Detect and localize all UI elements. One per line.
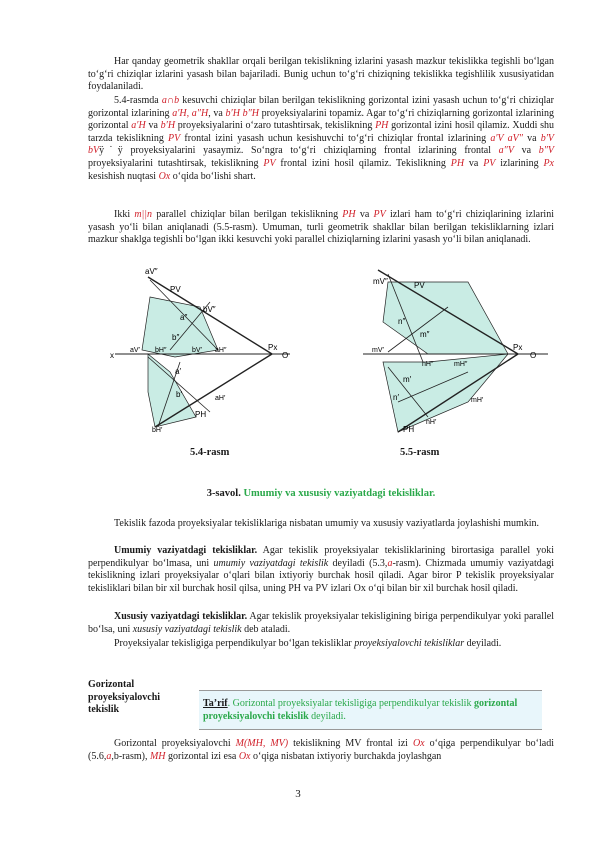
text: deyiladi (5.3, xyxy=(328,557,388,569)
text: proyeksiyalarini o‘zaro tutashtirsak, tekislikning xyxy=(175,120,376,132)
math: PH xyxy=(342,209,356,220)
fig54-label: O xyxy=(282,351,289,360)
figure-caption-5-4: 5.4-rasm xyxy=(190,447,230,458)
definition-text: . Gorizontal proyeksiyalar tekisligiga perpendikulyar tekislik xyxy=(227,698,474,709)
term-italic: umumiy vaziyatdagi tekislik xyxy=(213,557,329,569)
paragraph-projecting-planes xyxy=(88,638,554,651)
term: Xususiy vaziyatdagi tekisliklar. xyxy=(114,611,248,622)
text: va xyxy=(513,145,539,157)
text: va xyxy=(522,132,541,144)
math: M(MH, MV) xyxy=(235,738,289,749)
paragraph-fig55-explanation xyxy=(88,209,554,247)
definition-text: deyiladi. xyxy=(308,711,346,722)
text: Agar tekislik proyeksiyalar tekisliklarining birortasiga parallel yoki perpendikulyar bo‘lmasa, uni xyxy=(88,545,555,569)
math: PV xyxy=(373,209,386,220)
text: , va xyxy=(208,107,226,119)
text: frontal izini hosil qilamiz. Tekislikning xyxy=(275,157,451,169)
fig55-label: n″ xyxy=(398,317,406,326)
math: PV xyxy=(483,157,496,169)
fig55-label: n′ xyxy=(393,393,399,402)
math: PH xyxy=(450,157,465,169)
definition-term: gorizontal proyeksiyalovchi tekislik xyxy=(203,698,518,722)
term-italic: xususiy vaziyatdagi tekislik xyxy=(132,623,242,635)
fig55-label: m″ xyxy=(420,330,430,339)
text: ,b-rasm), xyxy=(111,750,150,762)
fig55-label: O xyxy=(530,351,537,360)
fig55-label: nH″ xyxy=(422,361,434,368)
text: tekislikning MV frontal izi xyxy=(288,738,413,749)
fig55-label: mV″ xyxy=(373,277,388,286)
page-number: 3 xyxy=(295,788,301,800)
text: Agar tekislik proyeksiyalar tekisligining biriga perpendikulyar yoki parallel bo‘lsa, uni xyxy=(88,611,554,635)
math: Ox xyxy=(158,170,171,182)
text: izlarining xyxy=(495,157,544,169)
math: b′V bV xyxy=(88,132,554,157)
text: deyiladi. xyxy=(464,638,502,649)
fig54-label: bV″ xyxy=(203,305,216,314)
fig55-label: PV xyxy=(414,281,425,290)
text: Ikki xyxy=(114,209,135,220)
section-heading xyxy=(88,488,554,499)
text: -rasm). Chizmada umumiy vaziyatdagi tekislikning izlari proyeksiyalar o‘qlari bilan ixtiyoriy burchak hosil qiladi. Agar biror P tekislik proyeksiyalar tekisliklari bilan bir xil burchak hosil qilsa, uning PH va PV izlari Ox o‘qi bilan bir xil burchak hosil qiladi. xyxy=(88,557,554,594)
math: PV xyxy=(168,132,181,144)
fig54-label: bH′ xyxy=(152,427,163,434)
text: gorizontal izini hosil qilamiz. Xuddi shu tarzda tekislikning xyxy=(88,120,554,144)
text: deb ataladi. xyxy=(241,623,291,635)
fig55-label: mV′ xyxy=(372,347,384,354)
sidebar-term: Gorizontal proyeksiyalovchi tekislik xyxy=(88,679,161,715)
fig55-label: Px xyxy=(513,343,523,352)
math: a′V aV″ xyxy=(490,132,523,144)
paragraph-special-position xyxy=(88,611,554,636)
fig54-label: a′ xyxy=(175,367,181,376)
fig55-label: m′ xyxy=(403,375,412,384)
text: kesishish nuqtasi xyxy=(88,170,159,182)
ref: a xyxy=(106,750,112,762)
fig55-label: mH″ xyxy=(454,361,468,368)
math: Px xyxy=(543,157,554,169)
text: va xyxy=(355,209,374,220)
text: proyeksiyalarini tutashtirsak, tekislikning xyxy=(88,157,264,169)
math: m||n xyxy=(134,209,153,220)
paragraph-horizontal-projecting xyxy=(88,738,554,763)
text: va xyxy=(145,120,161,132)
text: parallel chiziqlar bilan berilgan tekislikning xyxy=(152,209,343,220)
fig54-label: bV′ xyxy=(192,347,202,354)
fig55-label: PH xyxy=(403,425,415,434)
text: kesuvchi chiziqlar bilan berilgan tekislikning gorizontal izini yasash uchun to‘g‘ri chiziqlar gorizontal izlarining xyxy=(88,95,554,119)
section-number: 3-savol. xyxy=(206,488,241,499)
math: Ox xyxy=(238,750,251,762)
fig55-label: nH′ xyxy=(426,419,437,426)
fig54-label: aV″ xyxy=(145,267,158,276)
paragraph-intro xyxy=(88,56,554,94)
fig54-label: Px xyxy=(268,343,278,352)
term-italic: proyeksiyalovchi tekisliklar xyxy=(354,638,465,649)
ref: a xyxy=(387,557,393,569)
text: Tekislik fazoda proyeksiyalar tekisliklariga nisbatan umumiy va xususiy vaziyatlarda joylashishi mumkin. xyxy=(114,518,540,529)
math: PH xyxy=(375,120,389,132)
math: a″V xyxy=(498,145,514,157)
text: 5.4-rasmda xyxy=(114,95,162,106)
text: Gorizontal proyeksiyalovchi xyxy=(114,738,236,749)
text: o‘qiga perpendikulyar bo‘ladi (5.6, xyxy=(88,738,555,762)
figure-5-4 xyxy=(100,262,300,437)
fig54-label: a″ xyxy=(180,313,188,322)
math: b″V xyxy=(538,145,554,157)
math: a′H xyxy=(131,120,146,132)
math: b′H xyxy=(160,120,176,132)
fig54-label: aV′ xyxy=(130,347,140,354)
text: o‘qida bo‘lishi shart. xyxy=(170,170,256,182)
term: Umumiy vaziyatdagi tekisliklar. xyxy=(114,545,258,556)
fig54-label: x xyxy=(110,351,114,360)
figure-5-5 xyxy=(358,262,558,437)
definition-box xyxy=(199,690,542,730)
text: izlari ham to‘g‘ri chiziqlarining izlarini yasash yo‘li bilan aniqlanadi (5.5-rasm). Umuman, turli geometrik shakllar bilan berilgan tekisliklarning izlari mazkur shaklga tegishli bo‘lgan ikki kesuvchi yoki parallel chiziqlarning izlarini yasash yo‘li bilan aniqlanadi. xyxy=(88,209,554,246)
definition-label: Ta’rif xyxy=(203,698,228,709)
text: Proyeksiyalar tekisligiga perpendikulyar bo‘lgan tekisliklar xyxy=(114,638,355,649)
math: PV xyxy=(263,157,276,169)
math: a′H, a″H xyxy=(172,107,209,119)
math: b′H b″H xyxy=(225,107,259,119)
fig54-label: PV xyxy=(170,285,181,294)
math: a∩b xyxy=(161,95,180,106)
text: proyeksiyalarini topamiz. Agar to‘g‘ri chiziqlarning gorizontal izlarining gorizontal xyxy=(88,107,555,132)
fig55-label: mH′ xyxy=(471,397,484,404)
text: gorizontal izi esa xyxy=(165,750,239,762)
fig54-label: aH′ xyxy=(215,395,226,402)
fig54-label: aH″ xyxy=(215,347,227,354)
paragraph-position xyxy=(88,518,554,531)
fig55-top-shading xyxy=(383,354,508,432)
text: ÿ˙ÿ proyeksiyalarini yasaymiz. So‘ngra to‘g‘ri chiziqlarning frontal izlarining frontal xyxy=(99,145,499,157)
figure-caption-5-5: 5.5-rasm xyxy=(400,447,440,458)
fig54-label: bH″ xyxy=(155,347,167,354)
math: MH xyxy=(149,750,166,762)
section-title: Umumiy va xususiy vaziyatdagi tekisliklar. xyxy=(243,488,436,499)
text: frontal izini yasash uchun kesishuvchi to‘g‘ri chiziqlar frontal izlarining xyxy=(180,132,491,144)
fig54-label: b″ xyxy=(172,333,180,342)
fig54-label: b′ xyxy=(176,390,182,399)
math: Ox xyxy=(412,738,425,749)
paragraph-general-position xyxy=(88,545,554,595)
text: va xyxy=(464,157,484,169)
text: o‘qiga nisbatan ixtiyoriy burchakda joylashgan xyxy=(250,750,442,762)
text: Har qanday geometrik shakllar orqali berilgan tekislikning izlarini yasash mazkur tekislikka tegishli bo‘lgan to‘g‘ri chiziqlar izlarini yasash bilan bajariladi. Bunig uchun to‘g‘ri chiziqning tekislikka tegishlilik xususiyatidan foydalaniladi. xyxy=(88,56,554,93)
fig54-label: PH xyxy=(195,410,207,419)
paragraph-fig54-explanation xyxy=(88,95,554,183)
